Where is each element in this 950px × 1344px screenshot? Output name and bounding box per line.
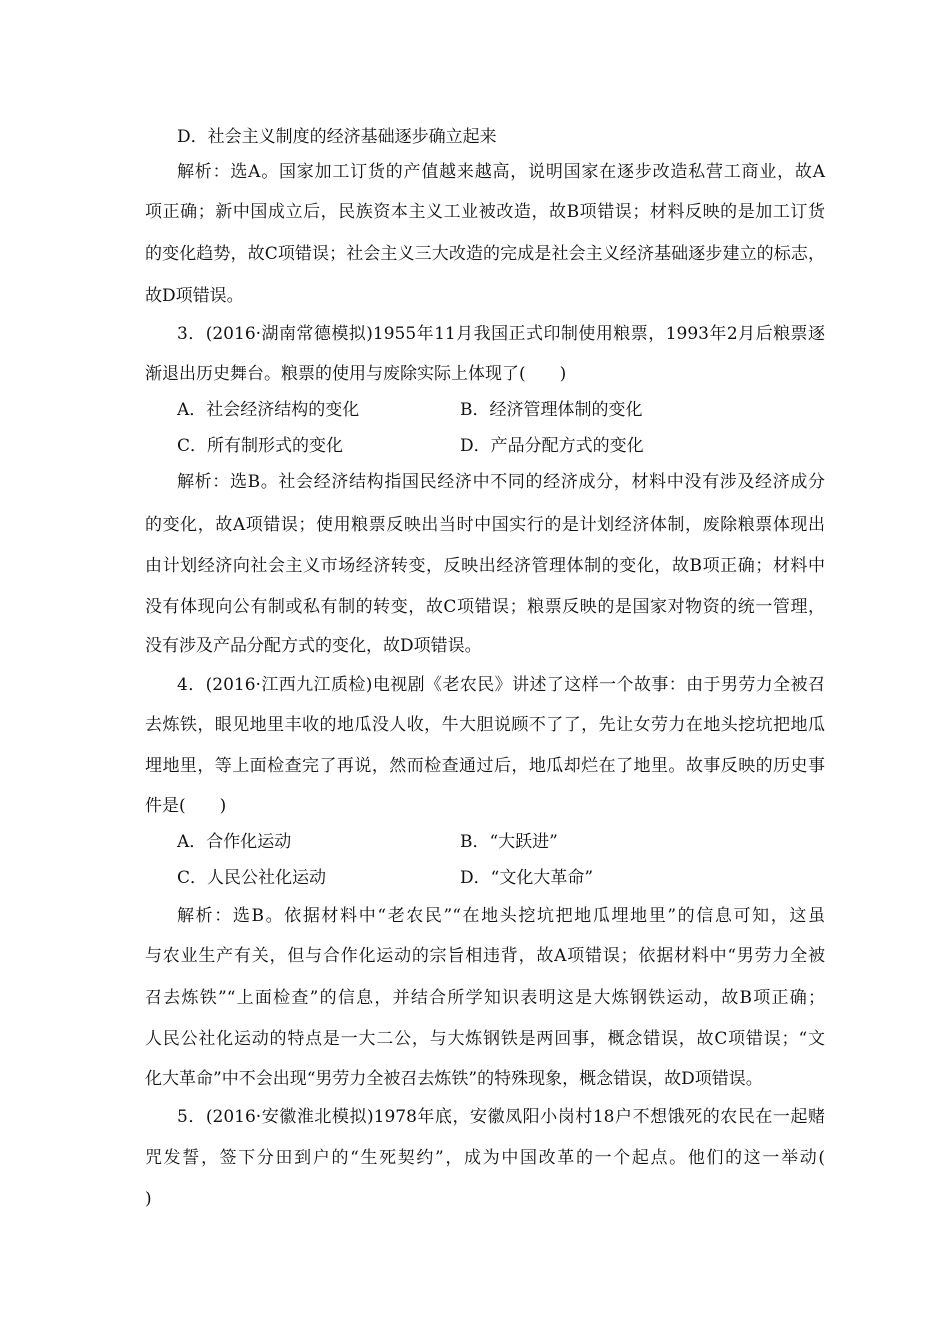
q5-stem-line-1: 5．(2016·安徽淮北模拟)1978年底，安徽凤阳小岗村18户不想饿死的农民在一起赌 (177, 1107, 825, 1127)
q3-option-d: D．产品分配方式的变化 (460, 436, 644, 456)
q4-option-b: B．“大跃进” (460, 832, 558, 852)
q4-stem-line-1: 4．(2016·江西九江质检)电视剧《老农民》讲述了这样一个故事：由于男劳力全被召 (177, 675, 825, 695)
q4-stem-line-2: 去炼铁，眼见地里丰收的地瓜没人收，牛大胆说顾不了了，先让女劳力在地头挖坑把地瓜 (145, 715, 825, 735)
q4-analysis-line-3: 召去炼铁”“上面检查”的信息，并结合所学知识表明这是大炼钢铁运动，故B项正确； (145, 988, 825, 1008)
q3-analysis-line-1: 解析：选B。社会经济结构指国民经济中不同的经济成分，材料中没有涉及经济成分 (177, 472, 825, 492)
q4-option-c: C．人民公社化运动 (177, 868, 327, 888)
q3-option-b: B．经济管理体制的变化 (460, 400, 643, 420)
q4-options-row-1 (177, 831, 857, 853)
q4-analysis-line-2: 与农业生产有关，但与合作化运动的宗旨相违背，故A项错误；依据材料中“男劳力全被 (145, 946, 825, 966)
q2-analysis-line-3: 的变化趋势，故C项错误；社会主义三大改造的完成是社会主义经济基础逐步建立的标志， (145, 244, 825, 264)
q5-stem-line-2: 咒发誓，签下分田到户的“生死契约”，成为中国改革的一个起点。他们的这一举动( (145, 1148, 825, 1168)
q3-option-c: C．所有制形式的变化 (177, 436, 344, 456)
q2-analysis-line-4: 故D项错误。 (145, 286, 244, 306)
q4-analysis-line-5: 化大革命”中不会出现“男劳力全被召去炼铁”的特殊现象，概念错误，故D项错误。 (145, 1069, 763, 1089)
q3-options-row-1 (177, 399, 857, 421)
q4-stem-line-4: 件是( ) (145, 796, 227, 816)
q3-stem-line-1: 3．(2016·湖南常德模拟)1955年11月我国正式印制使用粮票，1993年2月后粮票逐 (177, 324, 825, 344)
q4-stem-line-3: 埋地里，等上面检查完了再说，然而检查通过后，地瓜却烂在了地里。故事反映的历史事 (145, 756, 825, 776)
q4-options-row-2 (177, 867, 857, 889)
q2-analysis-line-1: 解析：选A。国家加工订货的产值越来越高，说明国家在逐步改造私营工商业，故A (177, 162, 825, 182)
q2-analysis-line-2: 项正确；新中国成立后，民族资本主义工业被改造，故B项错误；材料反映的是加工订货 (145, 202, 825, 222)
q4-option-a: A．合作化运动 (177, 832, 292, 852)
q4-option-d: D．“文化大革命” (460, 868, 594, 888)
q2-option-d: D．社会主义制度的经济基础逐步确立起来 (177, 127, 497, 147)
q3-analysis-line-2: 的变化，故A项错误；使用粮票反映出当时中国实行的是计划经济体制，废除粮票体现出 (145, 515, 825, 535)
q5-stem-line-3: ) (145, 1189, 152, 1209)
q4-analysis-line-4: 人民公社化运动的特点是一大二公，与大炼钢铁是两回事，概念错误，故C项错误；“文 (145, 1029, 825, 1049)
q3-option-a: A．社会经济结构的变化 (177, 400, 360, 420)
q3-analysis-line-3: 由计划经济向社会主义市场经济转变，反映出经济管理体制的变化，故B项正确；材料中 (145, 556, 825, 576)
q3-analysis-line-5: 没有涉及产品分配方式的变化，故D项错误。 (145, 636, 482, 656)
q3-options-row-2 (177, 435, 857, 457)
q3-analysis-line-4: 没有体现向公有制或私有制的转变，故C项错误；粮票反映的是国家对物资的统一管理， (145, 597, 825, 617)
q3-stem-line-2: 渐退出历史舞台。粮票的使用与废除实际上体现了( ) (145, 364, 567, 384)
q4-analysis-line-1: 解析：选B。依据材料中“老农民”“在地头挖坑把地瓜埋地里”的信息可知，这虽 (177, 906, 825, 926)
